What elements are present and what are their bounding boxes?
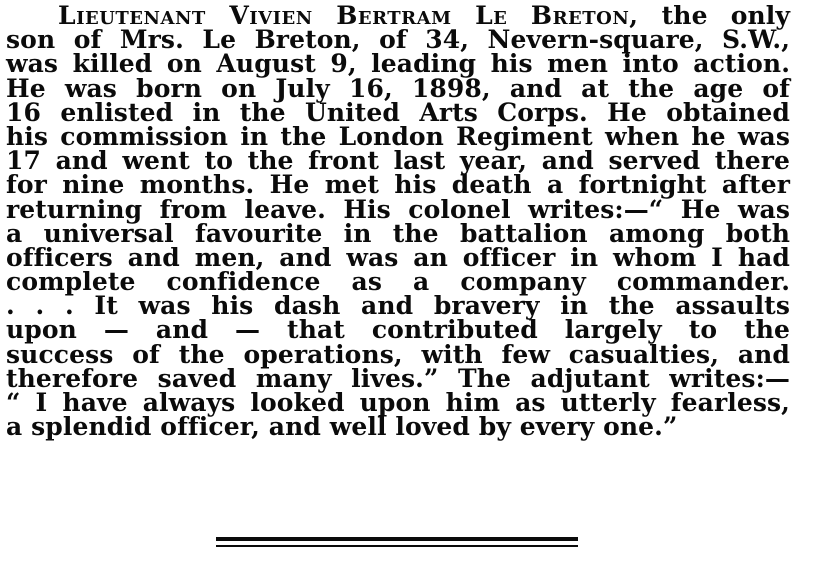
article-line-10: a universal favourite in the battalion among both [6, 218, 790, 248]
lead-name: Lieutenant Vivien Bertram Le Breton, [58, 1, 639, 30]
article-line-2: son of Mrs. Le Breton, of 34, Nevern-square, S.W., [6, 25, 790, 55]
thick-rule [216, 537, 578, 541]
thin-rule [216, 545, 578, 547]
article-line-13: . . . It was his dash and bravery in the assaults [6, 291, 790, 321]
end-of-article-rule [216, 537, 578, 547]
article-line-12: complete confidence as a company commander. [6, 267, 790, 297]
article-line-9: returning from leave. His colonel writes:—“ He was [6, 194, 790, 224]
article-line-16: therefore saved many lives.” The adjutant writes:— [6, 363, 790, 393]
article-line-8: for nine months. He met his death a fortnight after [6, 170, 790, 200]
article-line-6: his commission in the London Regiment when he was [6, 121, 790, 151]
article-line-text: the only [638, 1, 791, 30]
article-line-14: upon — and — that contributed largely to the [6, 315, 790, 345]
article-line-3: was killed on August 9, leading his men into action. [6, 49, 790, 79]
article-line-11: officers and men, and was an officer in whom I had [6, 242, 790, 272]
article-line-15: success of the operations, with few casualties, and [6, 339, 790, 369]
article-line-5: 16 enlisted in the United Arts Corps. He obtained [6, 97, 790, 127]
obituary-article [6, 1, 791, 442]
article-line-4: He was born on July 16, 1898, and at the age of [6, 73, 790, 103]
article-line-18: a splendid officer, and well loved by every one.” [6, 412, 678, 442]
article-line-17: “ I have always looked upon him as utterly fearless, [6, 388, 790, 417]
article-line-7: 17 and went to the front last year, and served there [6, 146, 790, 176]
